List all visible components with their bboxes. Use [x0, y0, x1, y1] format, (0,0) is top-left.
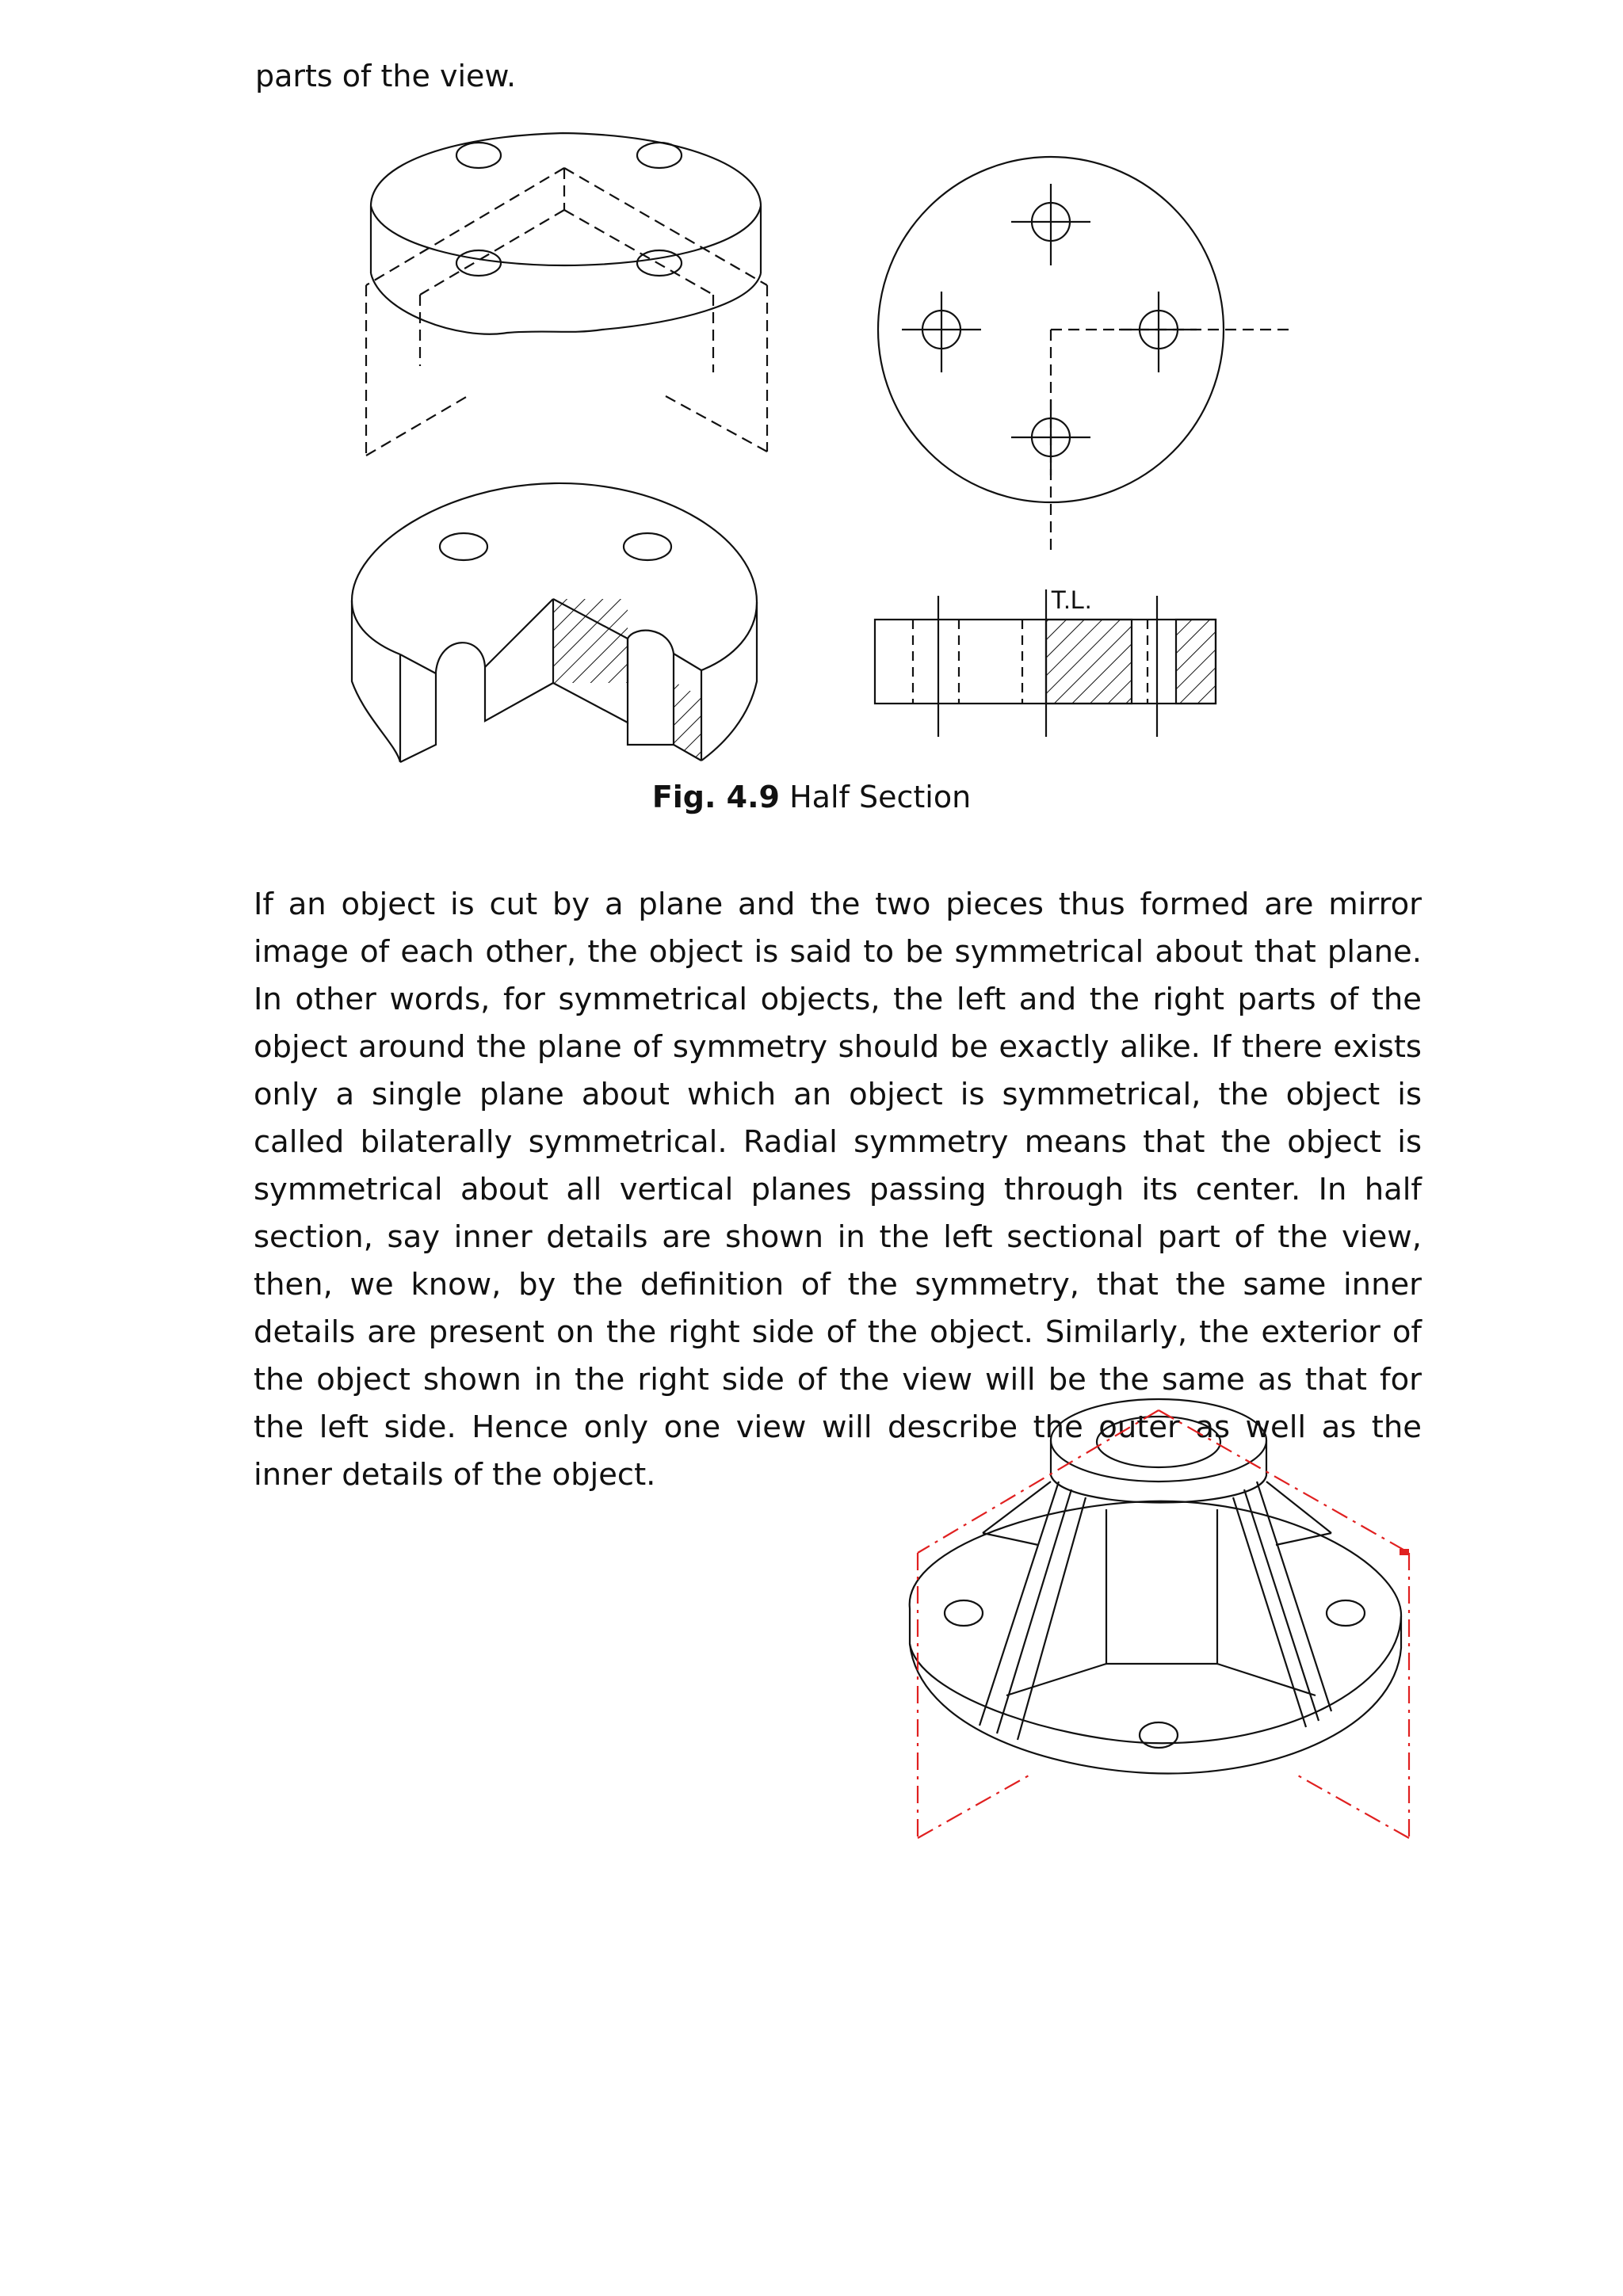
- caption-title: Half Section: [789, 780, 972, 814]
- figure-caption: [0, 780, 1623, 814]
- isometric-half-section: [352, 483, 757, 762]
- hole-right: [1119, 292, 1197, 372]
- front-half-section-view: [875, 589, 1216, 737]
- isometric-disc-with-cutting-plane: [366, 133, 767, 456]
- hole-top: [1011, 184, 1090, 265]
- true-length-label: T.L.: [1051, 585, 1092, 614]
- hole-left: [902, 292, 981, 372]
- half-section-figure: [0, 0, 1623, 792]
- intro-text: parts of the view.: [255, 59, 517, 93]
- top-view: [878, 157, 1292, 551]
- cutting-plane-marker: [1400, 1549, 1409, 1555]
- caption-label: Fig. 4.9: [651, 780, 780, 814]
- body-paragraph: If an object is cut by a plane and the two pieces thus formed are mirror image of each other, the object is said to be symmetrical about that plane. In other words, for symmetrical objects, the left and the right parts of the object around the plane of symmetry should be exactly alike. If there exists only a single plane about which an object is symmetrical, the object is called bilaterally symmetrical. Radial symmetry means that the object is symmetrical about all vertical planes passing through its center. In half section, say inner details are shown in the left sectional part of the view, then, we know, by the definition of the symmetry, that the same inner details are present on the right side of the object. Similarly, the exterior of the object shown in the right side of the view will be the same as that for the left side. Hence only one view will describe the outer as well as the inner details of the object.: [254, 887, 1422, 1493]
